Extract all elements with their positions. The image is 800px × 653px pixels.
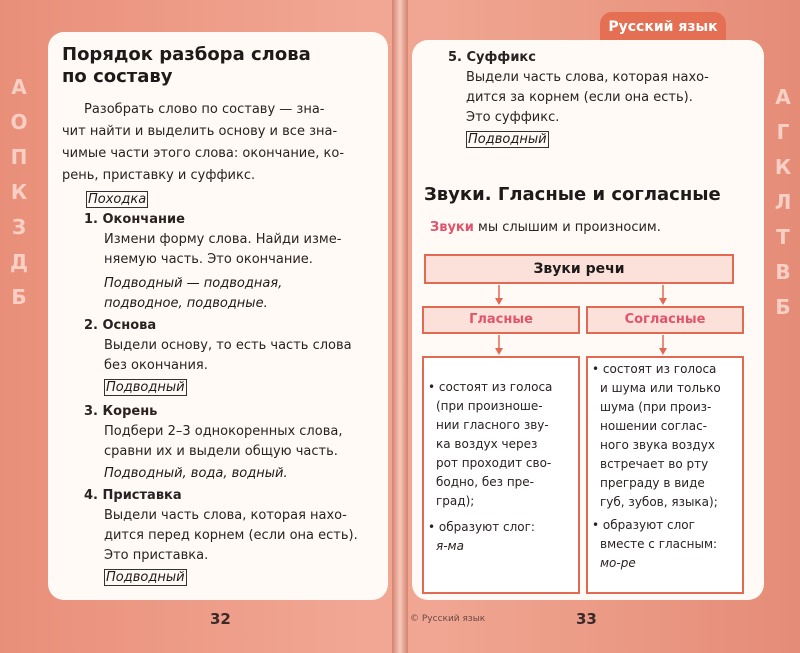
- vowel-line: ка воздух через: [436, 437, 538, 451]
- step-line: няемую часть. Это окончание.: [104, 252, 313, 267]
- arrow-down-icon: [658, 335, 668, 355]
- vowel-example: я-ма: [436, 539, 464, 553]
- example-2-text: Подводный: [106, 380, 185, 395]
- side-letter: О: [10, 110, 28, 134]
- vowel-line: бодно, без пре-: [436, 475, 535, 489]
- example-1-line2: подводное, подводные.: [104, 296, 268, 311]
- example-word-text: Походка: [88, 192, 147, 207]
- vowel-line: • состоят из голоса: [428, 380, 553, 394]
- step-line: Выдели основу, то есть часть слова: [104, 338, 352, 353]
- consonant-line: шума (при произ-: [600, 400, 712, 414]
- example-2: [104, 378, 187, 398]
- consonant-line: вместе с гласным:: [600, 537, 718, 551]
- consonant-line: ного звука воздух: [600, 438, 715, 452]
- vowel-line: • образуют слог:: [428, 520, 535, 534]
- book-gutter: [392, 0, 408, 653]
- vowel-line: град);: [436, 494, 475, 508]
- consonant-example: мо-ре: [600, 556, 636, 570]
- consonant-line: и шума или только: [600, 381, 721, 395]
- intro-line: чимые части этого слова: окончание, ко-: [62, 146, 345, 161]
- side-letter: Т: [776, 225, 790, 249]
- side-letter: Г: [776, 120, 790, 144]
- step-line: Выдели часть слова, которая нахо-: [104, 508, 347, 523]
- consonant-line: • состоят из голоса: [592, 362, 717, 376]
- side-letter: П: [10, 145, 28, 169]
- arrow-down-icon: [494, 335, 504, 355]
- side-letter: В: [775, 260, 791, 284]
- example-4-text: Подводный: [106, 570, 185, 585]
- step-title: 1. Окончание: [84, 212, 185, 227]
- example-1-line1: Подводный — подводная,: [104, 276, 283, 291]
- side-letter: К: [10, 180, 28, 204]
- right-title: Звуки. Гласные и согласные: [424, 184, 721, 205]
- example-3: Подводный, вода, водный.: [104, 466, 288, 481]
- arrow-down-icon: [494, 285, 504, 305]
- page-number-right: 33: [576, 610, 597, 628]
- vowels-box: Гласные: [422, 306, 580, 334]
- step-line: Это приставка.: [104, 548, 209, 563]
- consonant-line: губ, зубов, языка);: [600, 495, 718, 509]
- step-line: без окончания.: [104, 358, 208, 373]
- side-letter: Б: [11, 285, 27, 309]
- side-letter: Л: [774, 190, 792, 214]
- right-subtitle: [430, 218, 661, 238]
- example-4: [104, 568, 187, 588]
- left-title-line2: по составу: [62, 66, 173, 87]
- left-title-line1: Порядок разбора слова: [62, 44, 311, 65]
- diagram-main-box: Звуки речи: [424, 254, 734, 284]
- step-line: Подбери 2–3 однокоренных слова,: [104, 424, 343, 439]
- side-letter: К: [774, 155, 792, 179]
- step-line: сравни их и выдели общую часть.: [104, 444, 338, 459]
- step-title: 4. Приставка: [84, 488, 182, 503]
- side-letters-right: [772, 80, 794, 325]
- side-letter: А: [11, 75, 27, 99]
- side-letter: Б: [775, 295, 791, 319]
- consonant-line: ношении соглас-: [600, 419, 708, 433]
- example-word: [86, 190, 148, 210]
- subtitle-word: Звуки: [430, 220, 474, 235]
- arrow-down-icon: [658, 285, 668, 305]
- step-line: Это суффикс.: [466, 110, 560, 125]
- step5-title: 5. Суффикс: [448, 50, 536, 65]
- section-tab: Русский язык: [600, 12, 726, 42]
- consonant-line: • образуют слог: [592, 518, 695, 532]
- step-line: дится за корнем (если она есть).: [466, 90, 693, 105]
- intro-line: Разобрать слово по составу — зна-: [84, 102, 325, 117]
- step-line: Выдели часть слова, которая нахо-: [466, 70, 709, 85]
- step-title: 2. Основа: [84, 318, 157, 333]
- step-line: дится перед корнем (если она есть).: [104, 528, 358, 543]
- intro-line: чит найти и выделить основу и все зна-: [62, 124, 338, 139]
- step5-example: [466, 130, 549, 150]
- vowel-line: рот проходит сво-: [436, 456, 552, 470]
- side-letter: А: [775, 85, 791, 109]
- footer-note: © Русский язык: [410, 614, 486, 624]
- consonant-line: встречает во рту: [600, 457, 709, 471]
- step-title: 3. Корень: [84, 404, 158, 419]
- vowel-line: нии гласного зву-: [436, 418, 549, 432]
- side-letters-left: [8, 70, 30, 315]
- consonant-line: преграду в виде: [600, 476, 705, 490]
- side-letter: З: [11, 215, 27, 239]
- step5-example-text: Подводный: [468, 132, 547, 147]
- intro-line: рень, приставку и суффикс.: [62, 168, 256, 183]
- side-letter: Д: [10, 250, 28, 274]
- vowel-line: (при произноше-: [436, 399, 543, 413]
- subtitle-rest: мы слышим и произносим.: [473, 220, 661, 235]
- consonants-box: Согласные: [586, 306, 744, 334]
- page-number-left: 32: [210, 610, 231, 628]
- step-line: Измени форму слова. Найди изме-: [104, 232, 342, 247]
